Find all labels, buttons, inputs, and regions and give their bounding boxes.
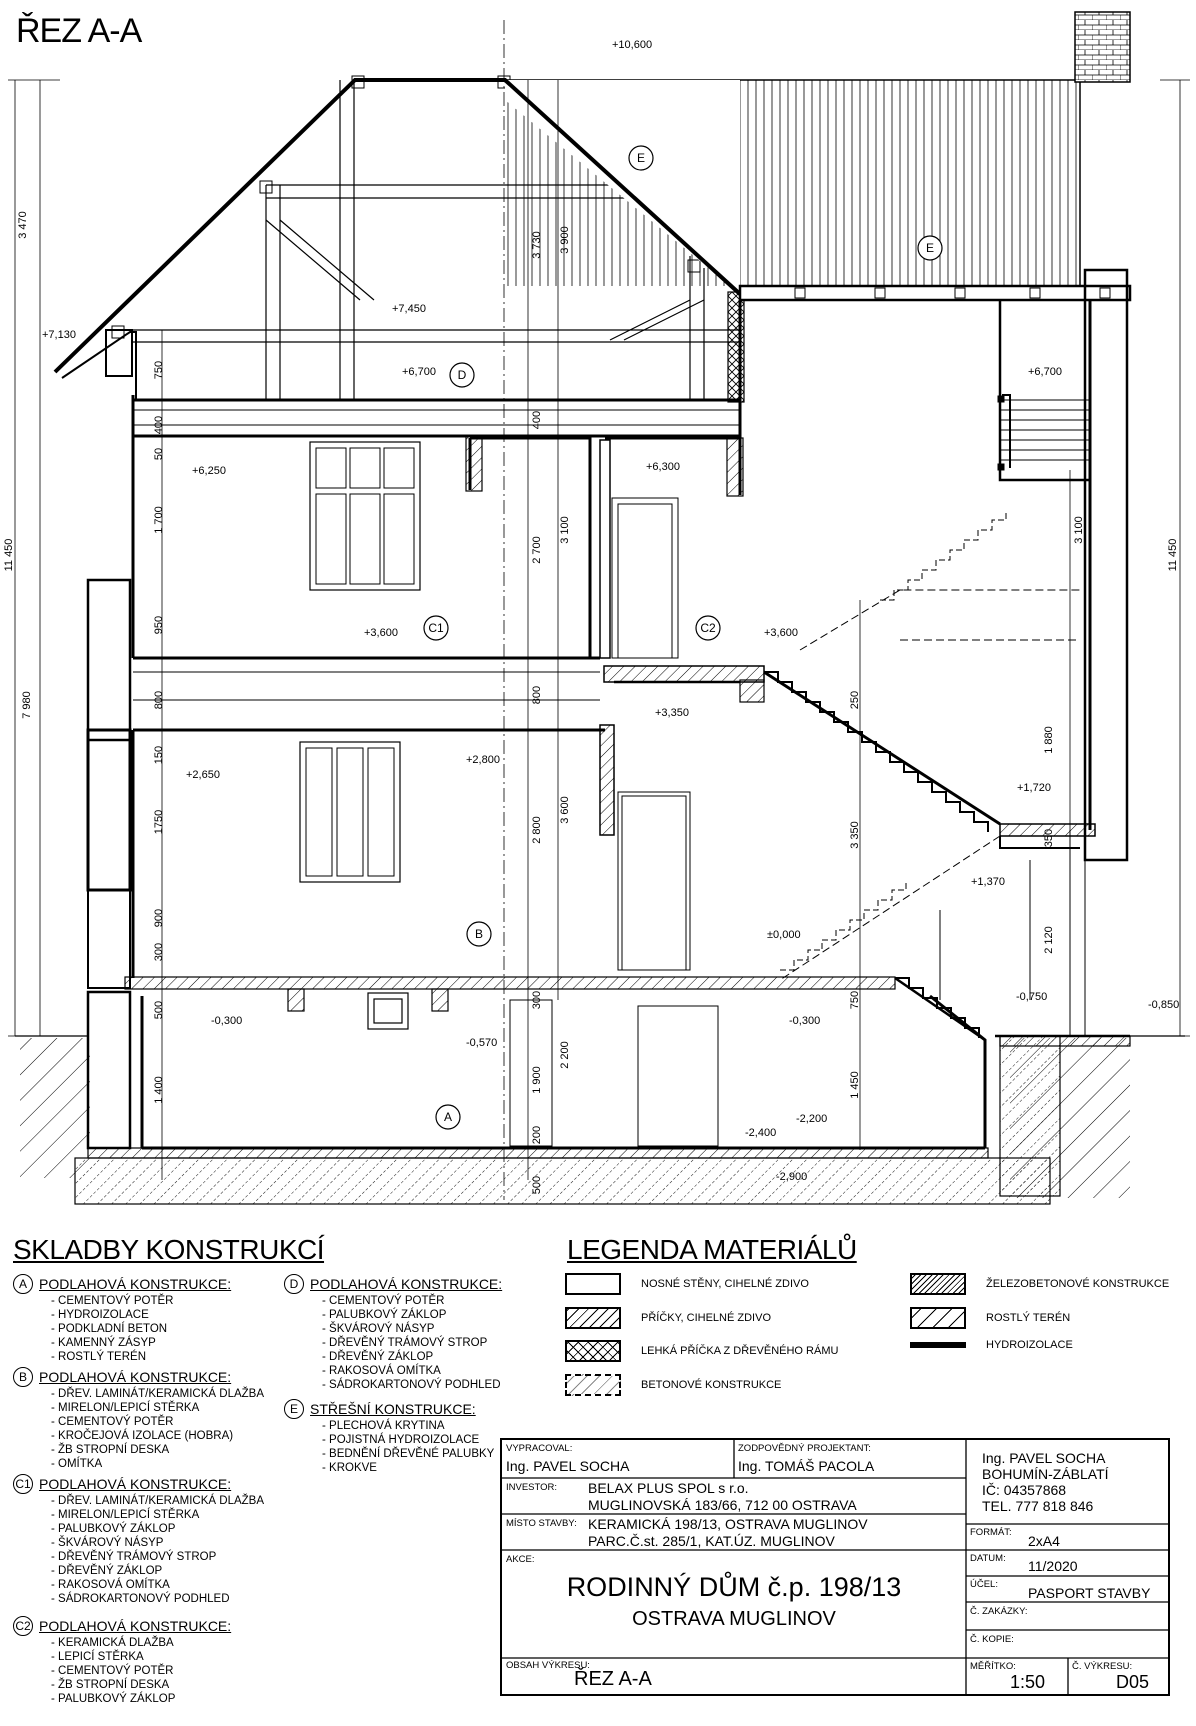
label-investor: INVESTOR:: [506, 1482, 558, 1493]
elevation-label: +7,130: [42, 329, 76, 341]
elevation-label: +6,250: [192, 465, 226, 477]
layer-list: [51, 1294, 231, 1364]
first-floor: [88, 395, 743, 740]
composition-b: [13, 1367, 264, 1471]
label-akce: AKCE:: [506, 1554, 535, 1565]
legend-label: NOSNÉ STĚNY, CIHELNÉ ZDIVO: [641, 1278, 809, 1290]
composition-c1: [13, 1474, 264, 1606]
composition-layer: - KROKVE: [322, 1462, 377, 1474]
value-misto-1: KERAMICKÁ 198/13, OSTRAVA MUGLINOV: [588, 1516, 868, 1532]
value-datum: 11/2020: [1028, 1558, 1078, 1574]
legend-label: PŘÍČKY, CIHELNÉ ZDIVO: [641, 1312, 771, 1324]
swatch-solid: [565, 1273, 621, 1295]
elevation-label: -0,850: [1148, 999, 1180, 1011]
dimension-label: 950: [153, 615, 165, 635]
layer-list: [51, 1387, 264, 1471]
composition-layer: - CEMENTOVÝ POTĚR: [322, 1295, 445, 1307]
dimension-label: 800: [153, 690, 165, 710]
composition-layer: - PALUBKOVÝ ZÁKLOP: [322, 1309, 447, 1321]
legend-item-pricky: [565, 1307, 771, 1329]
dimension-label: 3 900: [559, 226, 571, 254]
marker-a: A: [13, 1274, 33, 1294]
elevation-label: -0,570: [466, 1037, 498, 1049]
legend-item-beton: [565, 1374, 781, 1396]
composition-title: PODLAHOVÁ KONSTRUKCE:: [39, 1618, 232, 1634]
value-vypracoval: Ing. PAVEL SOCHA: [506, 1458, 630, 1474]
dimension-label: 3 600: [559, 796, 571, 824]
firm-line-2: BOHUMÍN-ZÁBLATÍ: [982, 1466, 1109, 1482]
legend-item-zelezobeton: [910, 1273, 1169, 1295]
value-zodpovedny: Ing. TOMÁŠ PACOLA: [738, 1458, 875, 1474]
legend-label: LEHKÁ PŘÍČKA Z DŘEVĚNÉHO RÁMU: [641, 1345, 839, 1357]
composition-title: PODLAHOVÁ KONSTRUKCE:: [39, 1276, 232, 1292]
composition-layer: - MIRELON/LEPICÍ STĚRKA: [51, 1402, 200, 1414]
elevation-label: +2,650: [186, 769, 220, 781]
elevation-label: +3,600: [364, 627, 398, 639]
dimension-label: 1 880: [1043, 726, 1055, 754]
legend-item-lehka: [565, 1340, 838, 1362]
dimension-label: 3 470: [17, 211, 29, 239]
dimension-label: 1 900: [531, 1066, 543, 1094]
dimension-label: 350: [1043, 828, 1055, 848]
elevation-label: +2,800: [466, 754, 500, 766]
value-format: 2xA4: [1028, 1533, 1060, 1549]
composition-title: PODLAHOVÁ KONSTRUKCE:: [310, 1276, 503, 1292]
dimension-label: 3 350: [849, 821, 861, 849]
swatch-cross: [565, 1340, 621, 1362]
composition-layer: - PALUBKOVÝ ZÁKLOP: [51, 1693, 176, 1705]
value-investor-1: BELAX PLUS SPOL s r.o.: [588, 1480, 749, 1496]
roof-right: [505, 12, 1130, 300]
elevation-label: +6,700: [402, 366, 436, 378]
composition-layer: - DŘEVĚNÝ ZÁKLOP: [51, 1565, 163, 1577]
composition-layer: - OMÍTKA: [51, 1458, 103, 1470]
composition-layer: - KERAMICKÁ DLAŽBA: [51, 1637, 174, 1649]
dimension-label: 3 100: [559, 516, 571, 544]
legend-item-nosne: [565, 1273, 809, 1295]
dimension-label: 1 700: [153, 506, 165, 534]
compositions-title: SKLADBY KONSTRUKCÍ: [13, 1234, 325, 1265]
composition-layer: - MIRELON/LEPICÍ STĚRKA: [51, 1509, 200, 1521]
page-title: ŘEZ A-A: [16, 12, 142, 50]
layer-list: [51, 1494, 264, 1606]
label-vykres: Č. VÝKRESU:: [1072, 1661, 1133, 1672]
dimension-label: 300: [531, 990, 543, 1010]
dimension-label: 500: [531, 1175, 543, 1195]
section-marker-label: E: [636, 151, 646, 165]
title-block: [500, 1438, 1170, 1696]
elevation-label: +10,600: [612, 39, 653, 51]
legend-title: LEGENDA MATERIÁLŮ: [567, 1234, 857, 1265]
legend-item-teren: [910, 1307, 1070, 1329]
composition-layer: - BEDNĚNÍ DŘEVĚNÉ PALUBKY: [322, 1448, 495, 1460]
marker-e: E: [284, 1399, 304, 1419]
legend-label: BETONOVÉ KONSTRUKCE: [641, 1379, 782, 1391]
composition-layer: - DŘEV. LAMINÁT/KERAMICKÁ DLAŽBA: [51, 1495, 265, 1507]
composition-layer: - ŽB STROPNÍ DESKA: [51, 1679, 170, 1691]
dimension-label: 2 120: [1043, 926, 1055, 954]
firm-line-4: TEL. 777 818 846: [982, 1498, 1094, 1514]
composition-layer: - LEPICÍ STĚRKA: [51, 1651, 144, 1663]
legend-label: ROSTLÝ TERÉN: [986, 1312, 1071, 1324]
dimension-label: 200: [531, 1125, 543, 1145]
marker-b: B: [13, 1367, 33, 1387]
label-format: FORMÁT:: [970, 1527, 1012, 1538]
dimension-label: 11 450: [3, 538, 15, 572]
value-vykres: D05: [1116, 1672, 1150, 1692]
composition-e: [284, 1399, 494, 1475]
marker-c1: C1: [13, 1474, 33, 1494]
dimension-label: 400: [531, 410, 543, 430]
composition-layer: - DŘEVĚNÝ TRÁMOVÝ STROP: [322, 1337, 488, 1349]
composition-layer: - CEMENTOVÝ POTĚR: [51, 1295, 174, 1307]
legend-item-hydro: [910, 1339, 1073, 1351]
composition-layer: - DŘEV. LAMINÁT/KERAMICKÁ DLAŽBA: [51, 1388, 265, 1400]
firm-line-3: IČ: 04357868: [982, 1482, 1067, 1498]
layer-list: [322, 1294, 502, 1392]
composition-layer: - RAKOSOVÁ OMÍTKA: [51, 1579, 170, 1591]
dimension-label: 800: [531, 685, 543, 705]
label-kopie: Č. KOPIE:: [970, 1634, 1014, 1645]
elevation-label: +1,720: [1017, 782, 1051, 794]
value-meritko: 1:50: [1010, 1672, 1046, 1692]
composition-a: [13, 1274, 231, 1364]
composition-layer: - SÁDROKARTONOVÝ PODHLED: [322, 1379, 501, 1391]
dimension-label: 7 980: [21, 691, 33, 719]
legend-label: HYDROIZOLACE: [986, 1339, 1073, 1351]
dimension-label: 50: [153, 447, 165, 461]
value-ucel: PASPORT STAVBY: [1028, 1585, 1151, 1601]
label-ucel: ÚČEL:: [970, 1579, 998, 1590]
composition-layer: - CEMENTOVÝ POTĚR: [51, 1665, 174, 1677]
stairs: [764, 510, 1080, 1040]
marker-c2: C2: [13, 1616, 33, 1636]
value-investor-2: MUGLINOVSKÁ 183/66, 712 00 OSTRAVA: [588, 1497, 857, 1513]
dimension-label: 1750: [153, 809, 165, 835]
marker-d: D: [284, 1274, 304, 1294]
composition-layer: - DŘEVĚNÝ TRÁMOVÝ STROP: [51, 1551, 217, 1563]
swatch-dashed-hatch: [565, 1374, 621, 1396]
composition-layer: - ROSTLÝ TERÉN: [51, 1351, 146, 1363]
swatch-hatch: [565, 1307, 621, 1329]
dimension-label: 2 700: [531, 536, 543, 564]
dimension-label: 750: [849, 990, 861, 1010]
value-akce-1: RODINNÝ DŮM č.p. 198/13: [566, 1572, 902, 1602]
dimension-label: 3 730: [531, 231, 543, 259]
dimension-label: 400: [153, 415, 165, 435]
elevation-label: -2,900: [776, 1171, 808, 1183]
elevation-label: +6,700: [1028, 366, 1062, 378]
value-obsah: ŘEZ A-A: [574, 1668, 652, 1690]
elevation-label: ±0,000: [767, 929, 801, 941]
composition-layer: - SÁDROKARTONOVÝ PODHLED: [51, 1593, 230, 1605]
dimension-label: 750: [153, 360, 165, 380]
dimension-label: 1 450: [849, 1071, 861, 1099]
label-meritko: MĚŘÍTKO:: [970, 1661, 1016, 1672]
elevation-label: -0,300: [211, 1015, 243, 1027]
swatch-dense-hatch: [910, 1273, 966, 1295]
section-marker-label: E: [925, 241, 935, 255]
dimension-label: 300: [153, 942, 165, 962]
dimension-label: 900: [153, 908, 165, 928]
label-zodpovedny: ZODPOVĚDNÝ PROJEKTANT:: [738, 1443, 871, 1454]
value-akce-2: OSTRAVA MUGLINOV: [632, 1608, 836, 1630]
elevation-label: -0,300: [789, 1015, 821, 1027]
layer-list: [51, 1636, 231, 1706]
elevation-label: -2,200: [796, 1113, 828, 1125]
label-vypracoval: VYPRACOVAL:: [506, 1443, 573, 1454]
dimension-label: 3 100: [1073, 516, 1085, 544]
elevation-label: +7,450: [392, 303, 426, 315]
swatch-line: [910, 1342, 966, 1348]
dimension-label: 1 400: [153, 1076, 165, 1104]
composition-layer: - CEMENTOVÝ POTĚR: [51, 1416, 174, 1428]
dimension-label: 2 800: [531, 816, 543, 844]
section-marker-label: B: [474, 927, 484, 941]
label-obsah: OBSAH VÝKRESU:: [506, 1660, 590, 1671]
composition-layer: - HYDROIZOLACE: [51, 1309, 149, 1321]
dimension-label: 150: [153, 745, 165, 765]
section-marker-label: C2: [700, 621, 716, 635]
label-datum: DATUM:: [970, 1553, 1006, 1564]
composition-layer: - PODKLADNÍ BETON: [51, 1323, 168, 1335]
label-misto: MÍSTO STAVBY:: [506, 1518, 577, 1529]
composition-layer: - KROČEJOVÁ IZOLACE (HOBRA): [51, 1430, 234, 1442]
ground-floor: [88, 725, 690, 988]
elevation-label: +6,300: [646, 461, 680, 473]
section-marker-label: A: [443, 1110, 453, 1124]
composition-d: [284, 1274, 502, 1392]
composition-layer: - PALUBKOVÝ ZÁKLOP: [51, 1523, 176, 1535]
composition-title: STŘEŠNÍ KONSTRUKCE:: [310, 1401, 476, 1417]
composition-layer: - KAMENNÝ ZÁSYP: [51, 1337, 156, 1349]
composition-layer: - ŠKVÁROVÝ NÁSYP: [51, 1537, 164, 1549]
swatch-wide-hatch: [910, 1307, 966, 1329]
section-marker-label: C1: [428, 621, 444, 635]
composition-layer: - POJISTNÁ HYDROIZOLACE: [322, 1434, 480, 1446]
elevation-label: -0,750: [1016, 991, 1048, 1003]
composition-layer: - RAKOSOVÁ OMÍTKA: [322, 1365, 441, 1377]
elevation-label: +1,370: [971, 876, 1005, 888]
elevation-label: +3,350: [655, 707, 689, 719]
value-misto-2: PARC.Č.st. 285/1, KAT.ÚZ. MUGLINOV: [588, 1533, 835, 1549]
composition-title: PODLAHOVÁ KONSTRUKCE:: [39, 1369, 232, 1385]
dimension-label: 2 200: [559, 1041, 571, 1069]
section-marker-label: D: [457, 368, 467, 382]
firm-line-1: Ing. PAVEL SOCHA: [982, 1450, 1106, 1466]
composition-layer: - DŘEVĚNÝ ZÁKLOP: [322, 1351, 434, 1363]
composition-layer: - ŽB STROPNÍ DESKA: [51, 1444, 170, 1456]
legend-label: ŽELEZOBETONOVÉ KONSTRUKCE: [986, 1278, 1170, 1290]
layer-list: [322, 1419, 494, 1475]
dimension-label: 250: [849, 690, 861, 710]
composition-c2: [13, 1616, 231, 1706]
composition-layer: - ŠKVÁROVÝ NÁSYP: [322, 1323, 435, 1335]
elevation-label: -2,400: [745, 1127, 777, 1139]
dimension-label: 11 450: [1167, 538, 1179, 572]
composition-layer: - PLECHOVÁ KRYTINA: [322, 1420, 445, 1432]
composition-title: PODLAHOVÁ KONSTRUKCE:: [39, 1476, 232, 1492]
label-zakazky: Č. ZAKÁZKY:: [970, 1606, 1028, 1617]
dimension-label: 500: [153, 1000, 165, 1020]
elevation-label: +3,600: [764, 627, 798, 639]
